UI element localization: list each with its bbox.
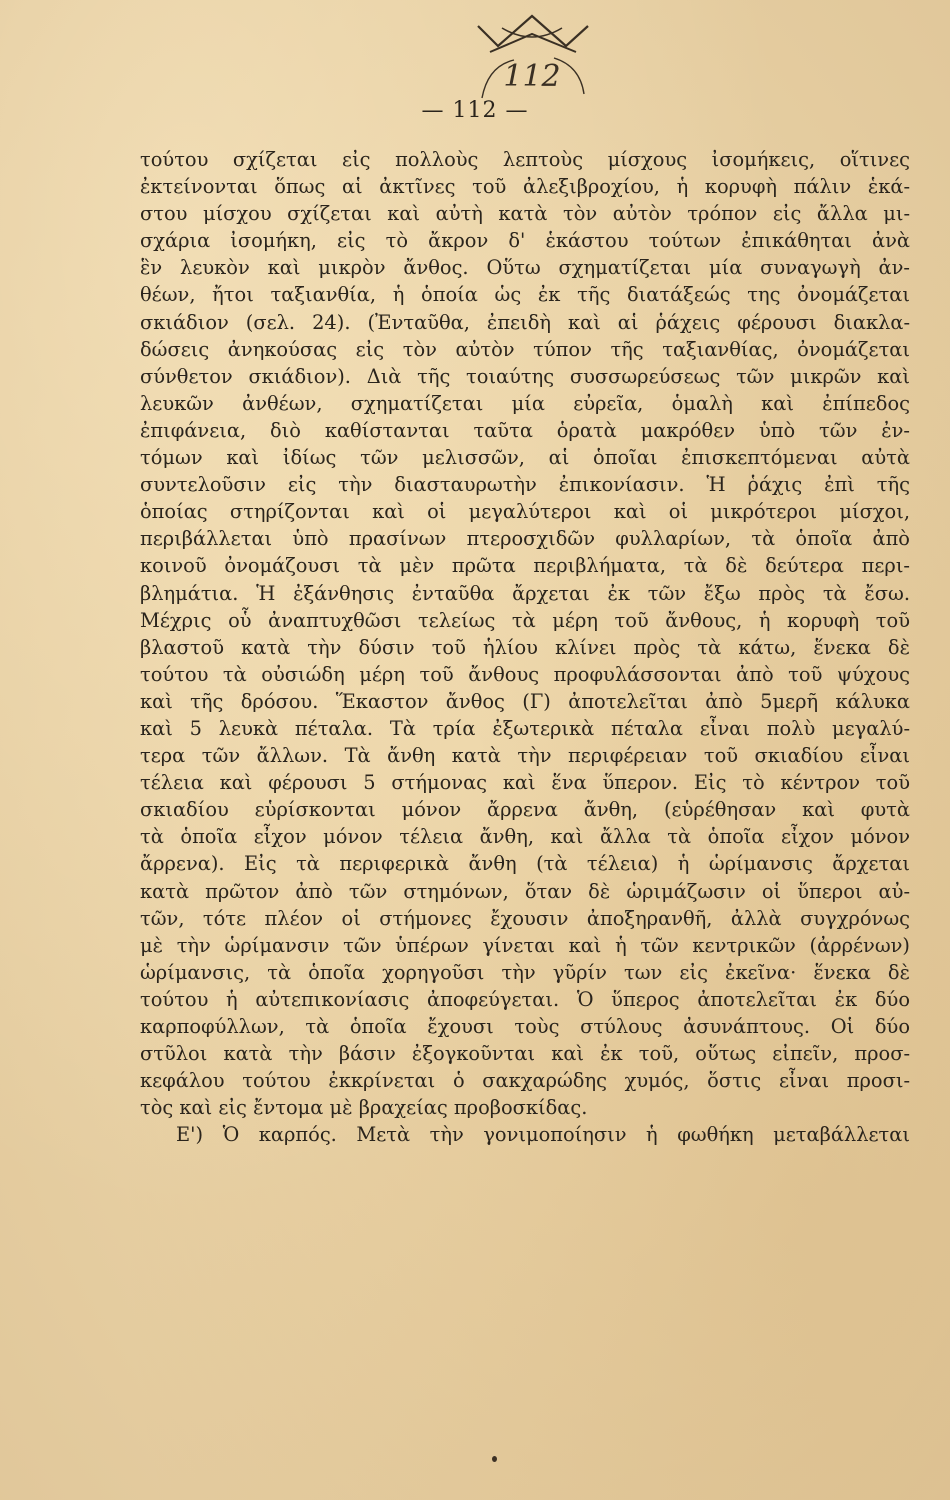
page-number: — 112 — — [421, 98, 529, 123]
body-text — [140, 146, 910, 1148]
text-line: στῦλοι κατὰ τὴν βάσιν ἐξογκοῦνται καὶ ἐκ τοῦ, οὕτως εἰπεῖν, προσ- — [140, 1042, 910, 1066]
text-line: καρποφύλλων, τὰ ὁποῖα ἔχουσι τοὺς στύλους ἀσυνάπτους. Οἱ δύο — [140, 1015, 910, 1038]
text-line: καὶ τῆς δρόσου. Ἕκαστον ἄνθος (Γ) ἀποτελεῖται ἀπὸ 5μερῆ κάλυκα — [140, 689, 910, 713]
text-line: σκιάδιον (σελ. 24). (Ἐνταῦθα, ἐπειδὴ καὶ αἱ ῥάχεις φέρουσι διακλα- — [140, 310, 910, 334]
text-line: μὲ τὴν ὡρίμανσιν τῶν ὑπέρων γίνεται καὶ ἡ τῶν κεντρικῶν (ἀρρένων) — [140, 933, 910, 957]
ink-spot — [492, 1456, 497, 1462]
stamp-number: 112 — [503, 59, 561, 94]
text-line: σύνθετον σκιάδιον). Διὰ τῆς τοιαύτης συσσωρεύσεως τῶν μικρῶν καὶ — [140, 364, 910, 388]
text-line: συντελοῦσιν εἰς τὴν διασταυρωτὴν ἐπικονίασιν. Ἡ ῥάχις ἐπὶ τῆς — [140, 473, 910, 497]
text-line: τέλεια καὶ φέρουσι 5 στήμονας καὶ ἕνα ὕπερον. Εἰς τὸ κέντρον τοῦ — [140, 771, 910, 795]
text-line: ἄρρενα). Εἰς τὰ περιφερικὰ ἄνθη (τὰ τέλεια) ἡ ὡρίμανσις ἄρχεται — [140, 852, 910, 876]
text-line: τὸς καὶ εἰς ἔντομα μὲ βραχείας προβοσκίδας. — [140, 1096, 588, 1120]
text-line: τούτου τὰ οὐσιώδη μέρη τοῦ ἄνθους προφυλάσσονται ἀπὸ τοῦ ψύχους — [140, 662, 910, 686]
text-line: περιβάλλεται ὑπὸ πρασίνων πτεροσχιδῶν φυλλαρίων, τὰ ὁποῖα ἀπὸ — [140, 527, 910, 551]
text-line: βλημάτια. Ἡ ἐξάνθησις ἐνταῦθα ἄρχεται ἐκ τῶν ἔξω πρὸς τὰ ἔσω. — [140, 581, 910, 605]
text-line: δώσεις ἀνηκούσας εἰς τὸν αὐτὸν τύπον τῆς ταξιανθίας, ὀνομάζεται — [140, 337, 910, 361]
text-line: στου μίσχου σχίζεται καὶ αὐτὴ κατὰ τὸν αὐτὸν τρόπον εἰς ἄλλα μι- — [140, 202, 910, 226]
text-line: ἐπιφάνεια, διὸ καθίστανται ταῦτα ὁρατὰ μακρόθεν ὑπὸ τῶν ἐν- — [140, 418, 910, 442]
text-line: θέων, ἤτοι ταξιανθία, ἡ ὁποία ὡς ἐκ τῆς διατάξεώς της ὀνομάζεται — [140, 283, 910, 307]
text-line: τερα τῶν ἄλλων. Τὰ ἄνθη κατὰ τὴν περιφέρειαν τοῦ σκιαδίου εἶναι — [140, 744, 910, 768]
text-line: κοινοῦ ὀνομάζουσι τὰ μὲν πρῶτα περιβλήματα, τὰ δὲ δεύτερα περι- — [140, 554, 910, 578]
text-line: τὰ ὁποῖα εἶχον μόνον τέλεια ἄνθη, καὶ ἄλλα τὰ ὁποῖα εἶχον μόνον — [140, 825, 910, 849]
text-line: σχάρια ἰσομήκη, εἰς τὸ ἄκρον δ' ἑκάστου τούτων ἐπικάθηται ἀνὰ — [140, 229, 910, 253]
text-line: βλαστοῦ κατὰ τὴν δύσιν τοῦ ἡλίου κλίνει πρὸς τὰ κάτω, ἕνεκα δὲ — [140, 635, 910, 659]
text-line: Μέχρις οὗ ἀναπτυχθῶσι τελείως τὰ μέρη τοῦ ἄνθους, ἡ κορυφὴ τοῦ — [140, 608, 910, 632]
text-line: ἐκτείνονται ὅπως αἱ ἀκτῖνες τοῦ ἀλεξιβροχίου, ἡ κορυφὴ πάλιν ἑκά- — [140, 175, 910, 199]
text-line: καὶ 5 λευκὰ πέταλα. Τὰ τρία ἐξωτερικὰ πέταλα εἶναι πολὺ μεγαλύ- — [140, 716, 910, 740]
library-stamp — [468, 6, 598, 106]
text-line: τόμων καὶ ἰδίως τῶν μελισσῶν, αἱ ὁποῖαι ἐπισκεπτόμεναι αὐτὰ — [140, 446, 910, 470]
text-line: τούτου ἡ αὐτεπικονίασις ἀποφεύγεται. Ὁ ὕπερος ἀποτελεῖται ἐκ δύο — [140, 987, 910, 1011]
text-line: ἓν λευκὸν καὶ μικρὸν ἄνθος. Οὕτω σχηματίζεται μία συναγωγὴ ἀν- — [140, 256, 910, 280]
text-line: τούτου σχίζεται εἰς πολλοὺς λεπτοὺς μίσχους ἰσομήκεις, οἵτινες — [140, 148, 910, 171]
text-line: κεφάλου τούτου ἐκκρίνεται ὁ σακχαρώδης χυμός, ὅστις εἶναι προσι- — [140, 1069, 910, 1093]
text-line: κατὰ πρῶτον ἀπὸ τῶν στημόνων, ὅταν δὲ ὡριμάζωσιν οἱ ὕπεροι αὐ- — [140, 879, 910, 903]
section-heading-line: Ε') Ὁ καρπός. Μετὰ τὴν γονιμοποίησιν ἡ φωθήκη μεταβάλλεται — [176, 1123, 910, 1147]
text-line: λευκῶν ἀνθέων, σχηματίζεται μία εὐρεῖα, ὁμαλὴ καὶ ἐπίπεδος — [140, 391, 910, 415]
text-line: ὡρίμανσις, τὰ ὁποῖα χορηγοῦσι τὴν γῦρίν των εἰς ἐκεῖνα· ἕνεκα δὲ — [140, 960, 910, 984]
text-line: ὁποίας στηρίζονται καὶ οἱ μεγαλύτεροι καὶ οἱ μικρότεροι μίσχοι, — [140, 500, 910, 524]
text-line: τῶν, τότε πλέον οἱ στήμονες ἔχουσιν ἀποξηρανθῆ, ἀλλὰ συγχρόνως — [140, 906, 910, 930]
text-line: σκιαδίου εὑρίσκονται μόνον ἄρρενα ἄνθη, (εὑρέθησαν καὶ φυτὰ — [140, 798, 910, 822]
